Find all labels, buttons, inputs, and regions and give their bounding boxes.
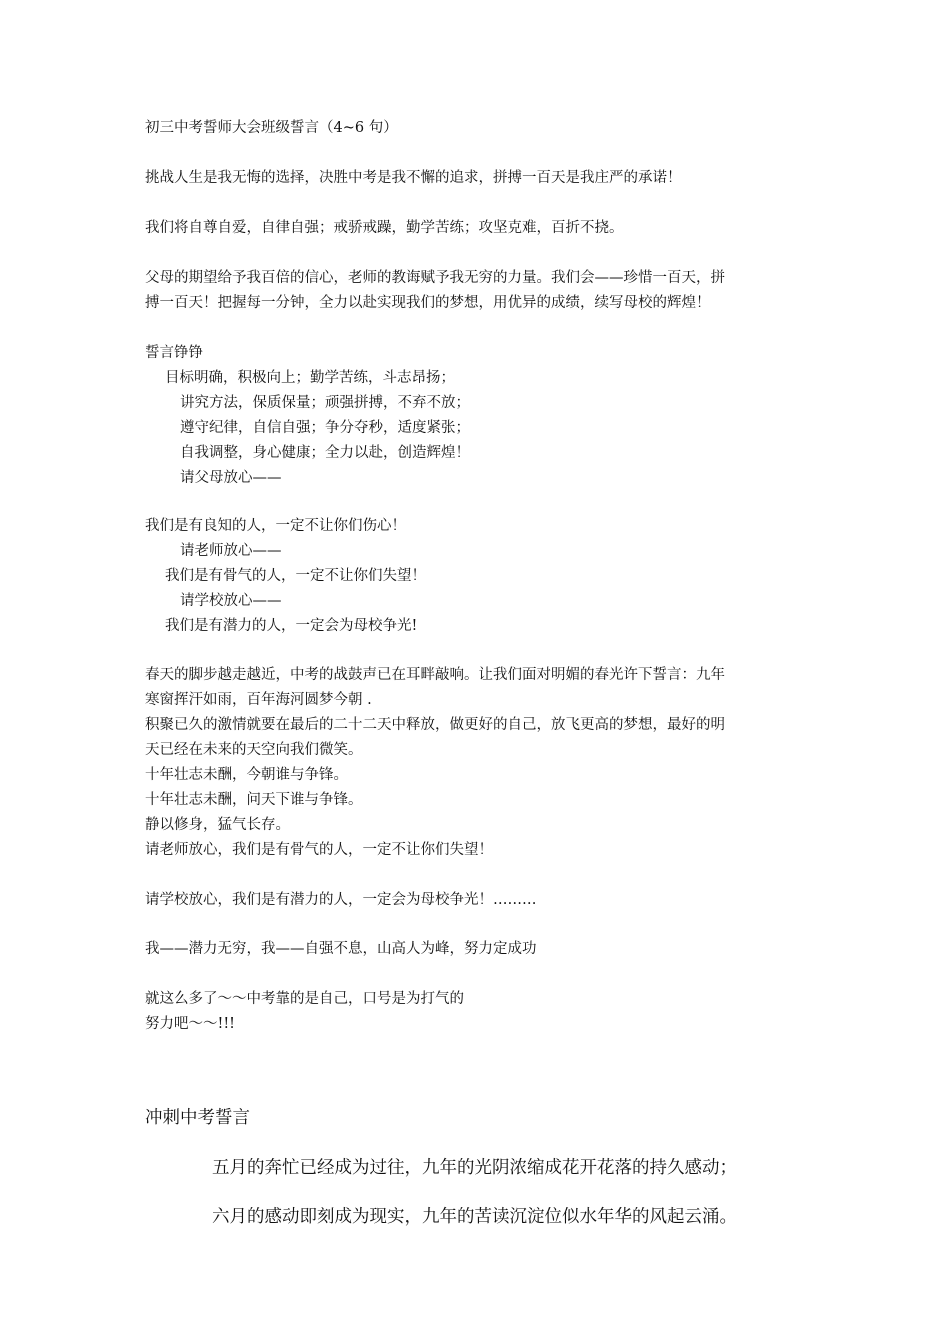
paragraph-passion-line-2: 天已经在未来的天空向我们微笑。 <box>145 742 363 758</box>
paragraph-self-respect: 我们将自尊自爱，自律自强；戒骄戒躁，勤学苦练；攻坚克难，百折不挠。 <box>145 220 624 236</box>
paragraph-spring-line-1: 春天的脚步越走越近，中考的战鼓声已在耳畔敲响。让我们面对明媚的春光许下誓言：九年 <box>145 667 725 683</box>
closing-line-2: 努力吧～～!!! <box>145 1016 235 1032</box>
pledge-line-5: 我们是有潜力的人，一定会为母校争光! <box>165 618 418 634</box>
slogan-line-3: 静以修身，猛气长存。 <box>145 817 290 833</box>
slogan-line-2: 十年壮志未酬，问天下谁与争锋。 <box>145 792 363 808</box>
oath-line-4: 自我调整，身心健康；全力以赴，创造辉煌！ <box>180 445 470 461</box>
pledge-line-1: 我们是有良知的人，一定不让你们伤心！ <box>145 518 406 534</box>
pledge-line-3: 我们是有骨气的人，一定不让你们失望！ <box>165 568 426 584</box>
slogan-line-5: 请学校放心，我们是有潜力的人，一定会为母校争光！……… <box>145 892 537 908</box>
oath-line-3: 遵守纪律，自信自强；争分夺秒，适度紧张； <box>180 420 470 436</box>
document-title: 初三中考誓师大会班级誓言（4~6 句） <box>145 120 398 136</box>
closing-line-1: 就这么多了～～中考靠的是自己，口号是为打气的 <box>145 991 464 1007</box>
oath-line-1: 目标明确，积极向上；勤学苦练，斗志昂扬； <box>165 370 455 386</box>
section-2-title: 冲刺中考誓言 <box>145 1108 250 1128</box>
oath-line-5: 请父母放心—— <box>180 470 282 486</box>
section-2-paragraph-1: 五月的奔忙已经成为过往，九年的光阴浓缩成花开花落的持久感动； <box>212 1158 737 1178</box>
pledge-line-2: 请老师放心—— <box>180 543 282 559</box>
paragraph-challenge: 挑战人生是我无悔的选择，决胜中考是我不懈的追求，拼搏一百天是我庄严的承诺！ <box>145 170 682 186</box>
section-2-paragraph-2: 六月的感动即刻成为现实，九年的苦读沉淀位似水年华的风起云涌。 <box>212 1207 737 1227</box>
slogan-line-4: 请老师放心，我们是有骨气的人，一定不让你们失望！ <box>145 842 493 858</box>
slogan-line-1: 十年壮志未酬，今朝谁与争锋。 <box>145 767 348 783</box>
paragraph-spring-line-2: 寒窗挥汗如雨，百年海河圆梦今朝 . <box>145 692 372 708</box>
paragraph-parents-line-2: 搏一百天！把握每一分钟，全力以赴实现我们的梦想，用优异的成绩，续写母校的辉煌！ <box>145 295 711 311</box>
slogan-line-6: 我——潜力无穷，我——自强不息，山高人为峰，努力定成功 <box>145 941 537 957</box>
pledge-line-4: 请学校放心—— <box>180 593 282 609</box>
paragraph-passion-line-1: 积聚已久的激情就要在最后的二十二天中释放，做更好的自己，放飞更高的梦想，最好的明 <box>145 717 725 733</box>
paragraph-parents-line-1: 父母的期望给予我百倍的信心，老师的教诲赋予我无穷的力量。我们会——珍惜一百天，拼 <box>145 270 725 286</box>
oath-line-2: 讲究方法，保质保量；顽强拼搏，不弃不放； <box>180 395 470 411</box>
oath-heading: 誓言铮铮 <box>145 345 203 361</box>
